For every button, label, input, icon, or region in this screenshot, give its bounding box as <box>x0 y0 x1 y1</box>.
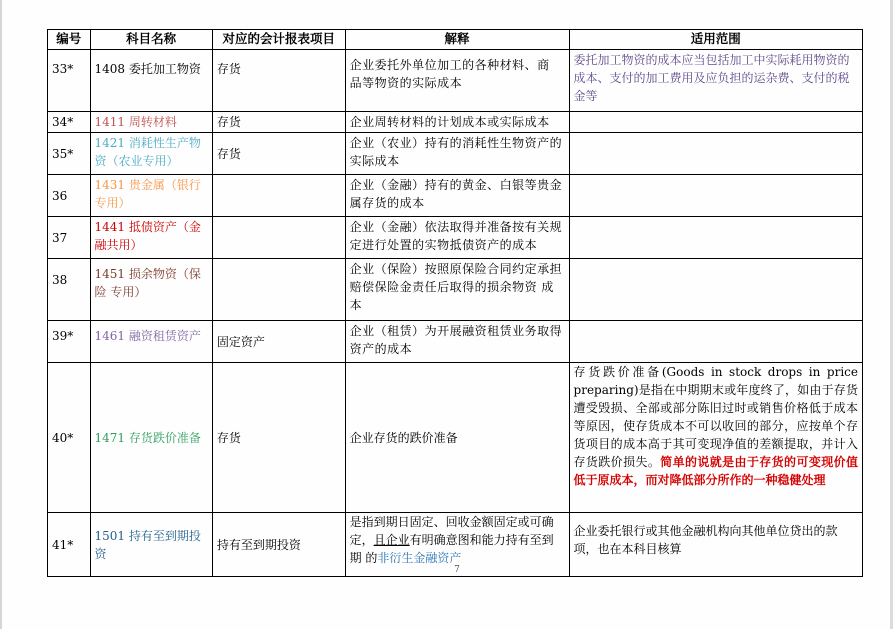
row-code-name: 1461 融资租赁资产 <box>90 321 212 363</box>
row-scope: 委托加工物资的成本应当包括加工中实际耗用物资的成本、支付的加工费用及应负担的运杂费、支付的税金等 <box>569 50 862 112</box>
table-row <box>48 112 863 133</box>
row-no: 36 <box>48 175 91 217</box>
header-name: 科目名称 <box>90 30 212 50</box>
row-scope <box>569 112 862 133</box>
row-explanation: 企业（租赁）为开展融资租赁业务取得资产的成本 <box>345 321 569 363</box>
row-code-name: 1408 委托加工物资 <box>90 50 212 112</box>
table-row <box>48 50 863 112</box>
row-code-name: 1501 持有至到期投资 <box>90 513 212 577</box>
row-no: 35* <box>48 133 91 175</box>
row-scope <box>569 133 862 175</box>
row-no: 38 <box>48 259 91 321</box>
row-explanation: 企业周转材料的计划成本或实际成本 <box>345 112 569 133</box>
row-explanation <box>345 513 569 577</box>
row-no: 33* <box>48 50 91 112</box>
table-row <box>48 133 863 175</box>
row-scope <box>569 259 862 321</box>
explanation-part-a: 是指到期日固定、回收金额固定或可确定， <box>349 515 554 547</box>
derivative-asset-link[interactable]: 非衍生金融资产 <box>377 551 462 565</box>
document-page <box>2 0 890 629</box>
accounts-table <box>47 29 863 577</box>
table-row <box>48 321 863 363</box>
row-item <box>212 217 345 259</box>
row-no: 39* <box>48 321 91 363</box>
scope-summary-text: 简单的说就是由于存货的可变现价值低于原成本，而对降低部分所作的一种稳健处理 <box>573 455 858 487</box>
row-scope <box>569 321 862 363</box>
header-scope: 适用范围 <box>569 30 862 50</box>
row-scope: 企业委托银行或其他金融机构向其他单位贷出的款 项，也在本科目核算 <box>569 513 862 577</box>
row-explanation: 企业（金融）依法取得并准备按有关规定进行处置的实物抵债资产的成本 <box>345 217 569 259</box>
row-item: 存货 <box>212 363 345 513</box>
header-item: 对应的会计报表项目 <box>212 30 345 50</box>
row-item <box>212 259 345 321</box>
row-code-name: 1471 存货跌价准备 <box>90 363 212 513</box>
table-row <box>48 175 863 217</box>
row-code-name: 1431 贵金属（银行专用） <box>90 175 212 217</box>
table-row <box>48 363 863 513</box>
table-row <box>48 513 863 577</box>
table-row <box>48 217 863 259</box>
row-no: 34* <box>48 112 91 133</box>
row-code-name: 1421 消耗性生产物资（农业专用） <box>90 133 212 175</box>
header-no: 编号 <box>48 30 91 50</box>
row-no: 41* <box>48 513 91 577</box>
row-no: 37 <box>48 217 91 259</box>
explanation-part-b: 有明确意图和能力持有至到期 的 <box>349 533 554 565</box>
row-explanation: 企业委托外单位加工的各种材料、商 品等物资的实际成本 <box>345 50 569 112</box>
row-scope <box>569 175 862 217</box>
header-explanation: 解释 <box>345 30 569 50</box>
row-scope <box>569 217 862 259</box>
explanation-underlined: 且企业 <box>373 533 410 547</box>
row-scope <box>569 363 862 513</box>
row-explanation: 企业（保险）按照原保险合同约定承担赔偿保险金责任后取得的损余物资 成本 <box>345 259 569 321</box>
row-code-name: 1451 损余物资（保险 专用） <box>90 259 212 321</box>
row-code-name: 1441 抵债资产（金融共用） <box>90 217 212 259</box>
page-number: 7 <box>454 565 460 575</box>
row-item: 固定资产 <box>212 321 345 363</box>
row-explanation: 企业（农业）持有的消耗性生物资产的实际成本 <box>345 133 569 175</box>
row-item <box>212 175 345 217</box>
row-no: 40* <box>48 363 91 513</box>
table-row <box>48 259 863 321</box>
scope-definition-text: 存货跌价准备(Goods in stock drops in price preparing)是指在中期期末或年度终了，如由于存货遭受毁损、全部或部分陈旧过时或销售价格低于成本 等原因，使存货成本不可以收回的部分，应按单个存 货项目的成本高于其可变现净值的差额提取，并计入存货跌价损失。 <box>573 365 858 469</box>
row-item: 存货 <box>212 133 345 175</box>
table-header-row <box>48 30 863 50</box>
row-code-name: 1411 周转材料 <box>90 112 212 133</box>
row-explanation: 企业（金融）持有的黄金、白银等贵金属存货的成本 <box>345 175 569 217</box>
row-explanation: 企业存货的跌价准备 <box>345 363 569 513</box>
row-item: 存货 <box>212 50 345 112</box>
row-item: 存货 <box>212 112 345 133</box>
row-item: 持有至到期投资 <box>212 513 345 577</box>
